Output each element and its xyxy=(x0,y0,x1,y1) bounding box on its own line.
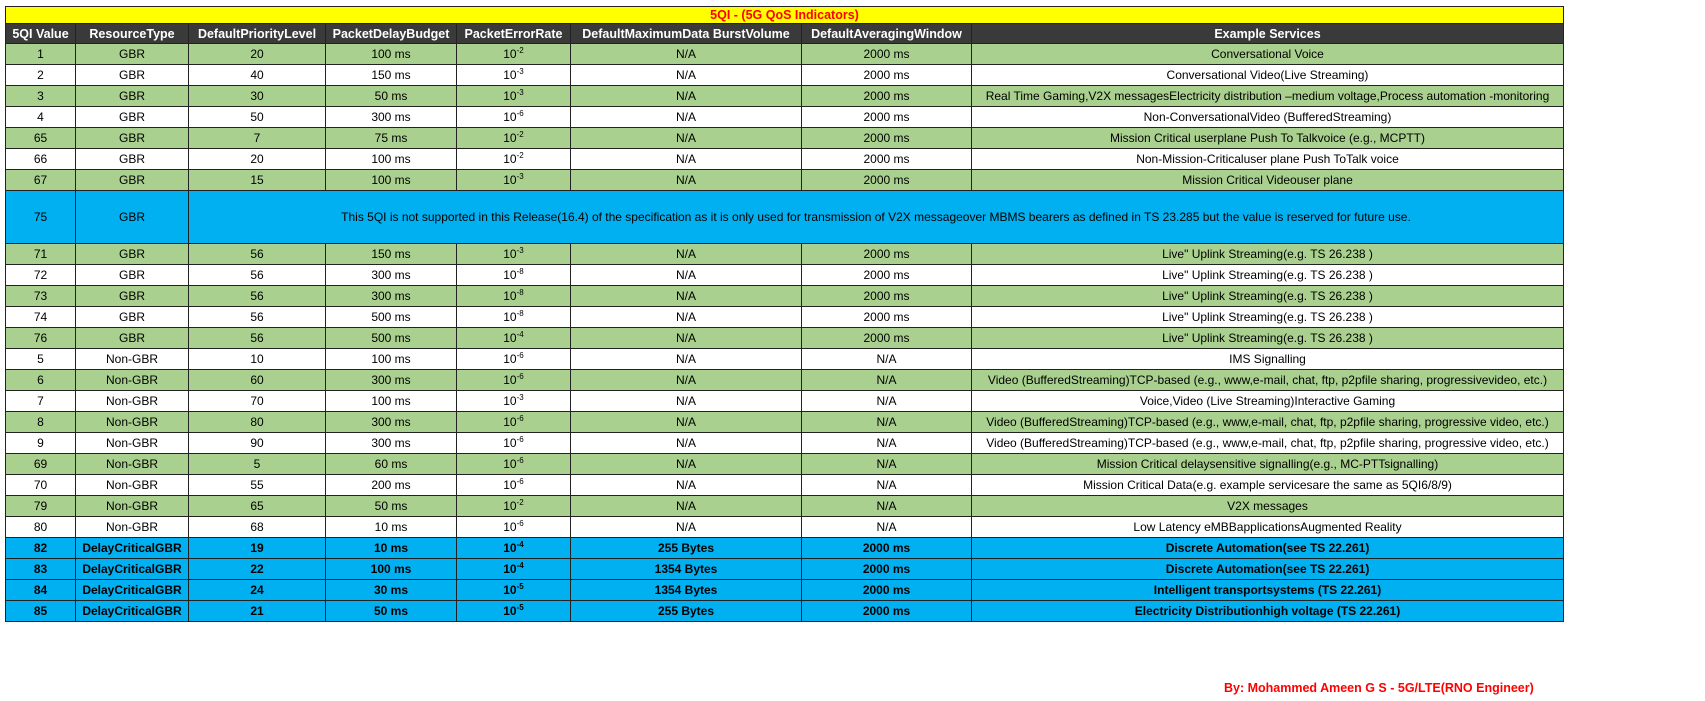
cell-burst-volume: N/A xyxy=(571,412,802,433)
table-row xyxy=(6,433,1564,454)
cell-averaging-window: 2000 ms xyxy=(802,170,972,191)
header-example-services: Example Services xyxy=(972,24,1564,44)
cell-packet-error-rate xyxy=(457,559,571,580)
cell-priority-level: 20 xyxy=(189,149,326,170)
cell-packet-delay-budget: 60 ms xyxy=(326,454,457,475)
header-5qi-value: 5QI Value xyxy=(6,24,76,44)
error-rate-exponent: -2 xyxy=(516,498,524,507)
cell-averaging-window: 2000 ms xyxy=(802,559,972,580)
cell-example-services: Mission Critical userplane Push To Talkvoice (e.g., MCPTT) xyxy=(972,128,1564,149)
cell-priority-level: 50 xyxy=(189,107,326,128)
cell-burst-volume: N/A xyxy=(571,149,802,170)
table-row xyxy=(6,412,1564,433)
error-rate-base: 10 xyxy=(503,499,517,513)
cell-packet-error-rate xyxy=(457,601,571,622)
cell-averaging-window: N/A xyxy=(802,370,972,391)
cell-5qi-value: 1 xyxy=(6,44,76,65)
cell-packet-error-rate xyxy=(457,86,571,107)
table-row xyxy=(6,286,1564,307)
cell-priority-level: 56 xyxy=(189,286,326,307)
cell-averaging-window: 2000 ms xyxy=(802,580,972,601)
error-rate-base: 10 xyxy=(503,394,517,408)
cell-burst-volume: N/A xyxy=(571,86,802,107)
table-row xyxy=(6,580,1564,601)
table-row xyxy=(6,517,1564,538)
cell-5qi-value: 74 xyxy=(6,307,76,328)
cell-resource-type: GBR xyxy=(76,170,189,191)
cell-example-services: Low Latency eMBBapplicationsAugmented Reality xyxy=(972,517,1564,538)
cell-burst-volume: N/A xyxy=(571,44,802,65)
error-rate-base: 10 xyxy=(503,520,517,534)
error-rate-base: 10 xyxy=(503,131,517,145)
cell-priority-level: 20 xyxy=(189,44,326,65)
cell-priority-level: 55 xyxy=(189,475,326,496)
cell-5qi-value: 3 xyxy=(6,86,76,107)
cell-packet-error-rate xyxy=(457,517,571,538)
cell-packet-error-rate xyxy=(457,244,571,265)
table-row xyxy=(6,170,1564,191)
cell-averaging-window: 2000 ms xyxy=(802,149,972,170)
cell-packet-delay-budget: 300 ms xyxy=(326,265,457,286)
cell-packet-delay-budget: 500 ms xyxy=(326,307,457,328)
cell-example-services: Live" Uplink Streaming(e.g. TS 26.238 ) xyxy=(972,265,1564,286)
cell-resource-type: GBR xyxy=(76,44,189,65)
cell-resource-type: GBR xyxy=(76,149,189,170)
header-resource-type: ResourceType xyxy=(76,24,189,44)
cell-packet-delay-budget: 10 ms xyxy=(326,517,457,538)
cell-5qi-value: 75 xyxy=(6,191,76,244)
cell-packet-delay-budget: 150 ms xyxy=(326,244,457,265)
header-row xyxy=(6,24,1564,44)
error-rate-base: 10 xyxy=(503,173,517,187)
error-rate-exponent: -5 xyxy=(516,582,524,591)
cell-5qi-value: 70 xyxy=(6,475,76,496)
cell-example-services: Video (BufferedStreaming)TCP-based (e.g., www,e-mail, chat, ftp, p2pfile sharing, progressivevideo, etc.) xyxy=(972,370,1564,391)
cell-resource-type: Non-GBR xyxy=(76,370,189,391)
table-row xyxy=(6,559,1564,580)
cell-averaging-window: 2000 ms xyxy=(802,244,972,265)
cell-averaging-window: N/A xyxy=(802,391,972,412)
cell-packet-error-rate xyxy=(457,370,571,391)
cell-packet-delay-budget: 300 ms xyxy=(326,370,457,391)
table-row xyxy=(6,496,1564,517)
error-rate-exponent: -3 xyxy=(516,88,524,97)
cell-resource-type: Non-GBR xyxy=(76,454,189,475)
error-rate-exponent: -6 xyxy=(516,351,524,360)
error-rate-base: 10 xyxy=(503,478,517,492)
cell-resource-type: Non-GBR xyxy=(76,517,189,538)
cell-resource-type: Non-GBR xyxy=(76,475,189,496)
cell-burst-volume: 1354 Bytes xyxy=(571,559,802,580)
cell-priority-level: 30 xyxy=(189,86,326,107)
cell-5qi-value: 76 xyxy=(6,328,76,349)
cell-packet-error-rate xyxy=(457,349,571,370)
cell-packet-delay-budget: 50 ms xyxy=(326,601,457,622)
cell-priority-level: 7 xyxy=(189,128,326,149)
cell-burst-volume: N/A xyxy=(571,370,802,391)
cell-priority-level: 56 xyxy=(189,244,326,265)
cell-packet-delay-budget: 150 ms xyxy=(326,65,457,86)
cell-packet-error-rate xyxy=(457,265,571,286)
cell-resource-type: DelayCriticalGBR xyxy=(76,601,189,622)
table-row xyxy=(6,601,1564,622)
cell-burst-volume: 1354 Bytes xyxy=(571,580,802,601)
cell-packet-error-rate xyxy=(457,44,571,65)
table-row xyxy=(6,128,1564,149)
cell-burst-volume: N/A xyxy=(571,349,802,370)
cell-5qi-value: 7 xyxy=(6,391,76,412)
cell-packet-delay-budget: 100 ms xyxy=(326,149,457,170)
cell-burst-volume: N/A xyxy=(571,128,802,149)
cell-burst-volume: N/A xyxy=(571,286,802,307)
error-rate-base: 10 xyxy=(503,436,517,450)
cell-priority-level: 56 xyxy=(189,328,326,349)
error-rate-base: 10 xyxy=(503,541,517,555)
cell-packet-error-rate xyxy=(457,580,571,601)
error-rate-exponent: -4 xyxy=(516,540,524,549)
error-rate-exponent: -4 xyxy=(516,561,524,570)
cell-resource-type: Non-GBR xyxy=(76,412,189,433)
error-rate-base: 10 xyxy=(503,331,517,345)
cell-packet-delay-budget: 10 ms xyxy=(326,538,457,559)
cell-5qi-value: 9 xyxy=(6,433,76,454)
table-row xyxy=(6,475,1564,496)
cell-burst-volume: N/A xyxy=(571,475,802,496)
cell-example-services: IMS Signalling xyxy=(972,349,1564,370)
cell-packet-error-rate xyxy=(457,475,571,496)
cell-resource-type: DelayCriticalGBR xyxy=(76,559,189,580)
cell-resource-type: GBR xyxy=(76,328,189,349)
cell-priority-level: 40 xyxy=(189,65,326,86)
error-rate-exponent: -8 xyxy=(516,267,524,276)
error-rate-exponent: -2 xyxy=(516,151,524,160)
cell-example-services: Real Time Gaming,V2X messagesElectricity distribution –medium voltage,Process automation -monitoring xyxy=(972,86,1564,107)
error-rate-exponent: -3 xyxy=(516,67,524,76)
cell-burst-volume: N/A xyxy=(571,265,802,286)
cell-averaging-window: N/A xyxy=(802,412,972,433)
cell-averaging-window: N/A xyxy=(802,454,972,475)
cell-burst-volume: 255 Bytes xyxy=(571,538,802,559)
cell-resource-type: GBR xyxy=(76,86,189,107)
cell-resource-type: GBR xyxy=(76,307,189,328)
cell-resource-type: GBR xyxy=(76,191,189,244)
cell-packet-delay-budget: 30 ms xyxy=(326,580,457,601)
cell-5qi-value: 82 xyxy=(6,538,76,559)
cell-5qi-value: 8 xyxy=(6,412,76,433)
error-rate-base: 10 xyxy=(503,289,517,303)
table-row xyxy=(6,244,1564,265)
error-rate-exponent: -6 xyxy=(516,435,524,444)
cell-5qi-value: 66 xyxy=(6,149,76,170)
cell-priority-level: 56 xyxy=(189,307,326,328)
cell-5qi-value: 6 xyxy=(6,370,76,391)
header-packet-error-rate: PacketErrorRate xyxy=(457,24,571,44)
cell-priority-level: 19 xyxy=(189,538,326,559)
cell-priority-level: 90 xyxy=(189,433,326,454)
error-rate-base: 10 xyxy=(503,604,517,618)
cell-priority-level: 5 xyxy=(189,454,326,475)
cell-resource-type: Non-GBR xyxy=(76,349,189,370)
cell-priority-level: 21 xyxy=(189,601,326,622)
cell-burst-volume: N/A xyxy=(571,107,802,128)
cell-burst-volume: N/A xyxy=(571,307,802,328)
cell-averaging-window: 2000 ms xyxy=(802,128,972,149)
cell-averaging-window: 2000 ms xyxy=(802,265,972,286)
cell-priority-level: 56 xyxy=(189,265,326,286)
error-rate-exponent: -2 xyxy=(516,130,524,139)
error-rate-base: 10 xyxy=(503,247,517,261)
error-rate-exponent: -6 xyxy=(516,456,524,465)
cell-priority-level: 60 xyxy=(189,370,326,391)
cell-packet-delay-budget: 50 ms xyxy=(326,496,457,517)
cell-burst-volume: 255 Bytes xyxy=(571,601,802,622)
table-row xyxy=(6,265,1564,286)
cell-example-services: V2X messages xyxy=(972,496,1564,517)
cell-burst-volume: N/A xyxy=(571,517,802,538)
table-row xyxy=(6,328,1564,349)
table-row xyxy=(6,307,1564,328)
cell-burst-volume: N/A xyxy=(571,170,802,191)
header-packet-delay-budget: PacketDelayBudget xyxy=(326,24,457,44)
cell-packet-delay-budget: 100 ms xyxy=(326,559,457,580)
cell-5qi-value: 85 xyxy=(6,601,76,622)
error-rate-base: 10 xyxy=(503,68,517,82)
cell-averaging-window: 2000 ms xyxy=(802,107,972,128)
cell-resource-type: Non-GBR xyxy=(76,496,189,517)
cell-burst-volume: N/A xyxy=(571,328,802,349)
error-rate-base: 10 xyxy=(503,110,517,124)
cell-resource-type: GBR xyxy=(76,128,189,149)
cell-burst-volume: N/A xyxy=(571,391,802,412)
cell-5qi-value: 84 xyxy=(6,580,76,601)
cell-burst-volume: N/A xyxy=(571,496,802,517)
table-row xyxy=(6,349,1564,370)
cell-packet-error-rate xyxy=(457,538,571,559)
cell-averaging-window: N/A xyxy=(802,517,972,538)
error-rate-base: 10 xyxy=(503,457,517,471)
cell-resource-type: GBR xyxy=(76,107,189,128)
cell-resource-type: Non-GBR xyxy=(76,433,189,454)
cell-packet-delay-budget: 300 ms xyxy=(326,433,457,454)
cell-packet-delay-budget: 300 ms xyxy=(326,107,457,128)
error-rate-exponent: -4 xyxy=(516,330,524,339)
error-rate-base: 10 xyxy=(503,268,517,282)
cell-example-services: Live" Uplink Streaming(e.g. TS 26.238 ) xyxy=(972,328,1564,349)
cell-packet-error-rate xyxy=(457,412,571,433)
cell-5qi-value: 83 xyxy=(6,559,76,580)
cell-packet-error-rate xyxy=(457,128,571,149)
table-row xyxy=(6,391,1564,412)
cell-5qi-value: 5 xyxy=(6,349,76,370)
cell-5qi-value: 80 xyxy=(6,517,76,538)
cell-packet-delay-budget: 100 ms xyxy=(326,349,457,370)
cell-5qi-value: 65 xyxy=(6,128,76,149)
cell-example-services: Video (BufferedStreaming)TCP-based (e.g., www,e-mail, chat, ftp, p2pfile sharing, progressive video, etc.) xyxy=(972,412,1564,433)
cell-packet-error-rate xyxy=(457,149,571,170)
cell-5qi-value: 69 xyxy=(6,454,76,475)
cell-resource-type: GBR xyxy=(76,244,189,265)
error-rate-exponent: -8 xyxy=(516,288,524,297)
cell-averaging-window: 2000 ms xyxy=(802,601,972,622)
cell-resource-type: GBR xyxy=(76,265,189,286)
cell-example-services: Intelligent transportsystems (TS 22.261) xyxy=(972,580,1564,601)
cell-resource-type: DelayCriticalGBR xyxy=(76,538,189,559)
error-rate-exponent: -3 xyxy=(516,393,524,402)
error-rate-exponent: -3 xyxy=(516,246,524,255)
cell-priority-level: 68 xyxy=(189,517,326,538)
cell-priority-level: 22 xyxy=(189,559,326,580)
header-priority-level: DefaultPriorityLevel xyxy=(189,24,326,44)
cell-5qi-value: 67 xyxy=(6,170,76,191)
cell-averaging-window: N/A xyxy=(802,433,972,454)
cell-5qi-value: 79 xyxy=(6,496,76,517)
cell-example-services: Mission Critical delaysensitive signalling(e.g., MC-PTTsignalling) xyxy=(972,454,1564,475)
cell-packet-delay-budget: 100 ms xyxy=(326,391,457,412)
table-row xyxy=(6,149,1564,170)
error-rate-base: 10 xyxy=(503,152,517,166)
header-averaging-window: DefaultAveragingWindow xyxy=(802,24,972,44)
cell-reserved-note: This 5QI is not supported in this Release(16.4) of the specification as it is only used for transmission of V2X messageover MBMS bearers as defined in TS 23.285 but the value is reserved for future use. xyxy=(189,191,1564,244)
cell-example-services: Voice,Video (Live Streaming)Interactive Gaming xyxy=(972,391,1564,412)
cell-burst-volume: N/A xyxy=(571,65,802,86)
cell-example-services: Live" Uplink Streaming(e.g. TS 26.238 ) xyxy=(972,286,1564,307)
cell-averaging-window: N/A xyxy=(802,496,972,517)
error-rate-base: 10 xyxy=(503,89,517,103)
error-rate-base: 10 xyxy=(503,415,517,429)
table-row xyxy=(6,191,1564,244)
cell-packet-delay-budget: 75 ms xyxy=(326,128,457,149)
cell-example-services: Discrete Automation(see TS 22.261) xyxy=(972,559,1564,580)
cell-example-services: Electricity Distributionhigh voltage (TS 22.261) xyxy=(972,601,1564,622)
cell-priority-level: 10 xyxy=(189,349,326,370)
error-rate-exponent: -6 xyxy=(516,477,524,486)
cell-averaging-window: 2000 ms xyxy=(802,538,972,559)
table-row xyxy=(6,454,1564,475)
author-credit: By: Mohammed Ameen G S - 5G/LTE(RNO Engineer) xyxy=(1224,681,1534,695)
cell-averaging-window: 2000 ms xyxy=(802,286,972,307)
error-rate-base: 10 xyxy=(503,562,517,576)
cell-example-services: Conversational Video(Live Streaming) xyxy=(972,65,1564,86)
cell-5qi-value: 72 xyxy=(6,265,76,286)
cell-averaging-window: N/A xyxy=(802,475,972,496)
error-rate-exponent: -3 xyxy=(516,172,524,181)
cell-packet-delay-budget: 300 ms xyxy=(326,412,457,433)
error-rate-base: 10 xyxy=(503,352,517,366)
cell-example-services: Video (BufferedStreaming)TCP-based (e.g., www,e-mail, chat, ftp, p2pfile sharing, progressive video, etc.) xyxy=(972,433,1564,454)
cell-packet-error-rate xyxy=(457,391,571,412)
cell-example-services: Non-Mission-Criticaluser plane Push ToTalk voice xyxy=(972,149,1564,170)
cell-packet-delay-budget: 100 ms xyxy=(326,170,457,191)
cell-example-services: Live" Uplink Streaming(e.g. TS 26.238 ) xyxy=(972,244,1564,265)
cell-resource-type: DelayCriticalGBR xyxy=(76,580,189,601)
error-rate-exponent: -6 xyxy=(516,414,524,423)
cell-packet-delay-budget: 200 ms xyxy=(326,475,457,496)
table-title: 5QI - (5G QoS Indicators) xyxy=(6,7,1564,24)
error-rate-exponent: -6 xyxy=(516,519,524,528)
error-rate-exponent: -2 xyxy=(516,46,524,55)
error-rate-base: 10 xyxy=(503,310,517,324)
cell-example-services: Non-ConversationalVideo (BufferedStreaming) xyxy=(972,107,1564,128)
cell-packet-delay-budget: 500 ms xyxy=(326,328,457,349)
error-rate-exponent: -6 xyxy=(516,372,524,381)
cell-resource-type: GBR xyxy=(76,286,189,307)
error-rate-exponent: -5 xyxy=(516,603,524,612)
cell-packet-error-rate xyxy=(457,107,571,128)
cell-resource-type: GBR xyxy=(76,65,189,86)
cell-averaging-window: N/A xyxy=(802,349,972,370)
cell-resource-type: Non-GBR xyxy=(76,391,189,412)
cell-priority-level: 80 xyxy=(189,412,326,433)
table-row xyxy=(6,86,1564,107)
cell-averaging-window: 2000 ms xyxy=(802,65,972,86)
cell-packet-delay-budget: 50 ms xyxy=(326,86,457,107)
cell-averaging-window: 2000 ms xyxy=(802,307,972,328)
cell-priority-level: 65 xyxy=(189,496,326,517)
cell-packet-error-rate xyxy=(457,65,571,86)
cell-priority-level: 70 xyxy=(189,391,326,412)
cell-burst-volume: N/A xyxy=(571,244,802,265)
table-row xyxy=(6,538,1564,559)
cell-averaging-window: 2000 ms xyxy=(802,86,972,107)
cell-5qi-value: 73 xyxy=(6,286,76,307)
error-rate-base: 10 xyxy=(503,373,517,387)
cell-averaging-window: 2000 ms xyxy=(802,328,972,349)
cell-burst-volume: N/A xyxy=(571,433,802,454)
cell-packet-error-rate xyxy=(457,496,571,517)
cell-example-services: Conversational Voice xyxy=(972,44,1564,65)
cell-example-services: Discrete Automation(see TS 22.261) xyxy=(972,538,1564,559)
cell-packet-delay-budget: 100 ms xyxy=(326,44,457,65)
error-rate-base: 10 xyxy=(503,583,517,597)
cell-packet-error-rate xyxy=(457,170,571,191)
cell-burst-volume: N/A xyxy=(571,454,802,475)
qos-table xyxy=(5,6,1564,622)
cell-packet-error-rate xyxy=(457,433,571,454)
header-burst-volume: DefaultMaximumData BurstVolume xyxy=(571,24,802,44)
cell-example-services: Mission Critical Videouser plane xyxy=(972,170,1564,191)
cell-averaging-window: 2000 ms xyxy=(802,44,972,65)
cell-packet-error-rate xyxy=(457,307,571,328)
cell-5qi-value: 2 xyxy=(6,65,76,86)
cell-packet-error-rate xyxy=(457,328,571,349)
cell-example-services: Mission Critical Data(e.g. example servicesare the same as 5QI6/8/9) xyxy=(972,475,1564,496)
table-row xyxy=(6,370,1564,391)
cell-priority-level: 15 xyxy=(189,170,326,191)
cell-packet-delay-budget: 300 ms xyxy=(326,286,457,307)
cell-5qi-value: 4 xyxy=(6,107,76,128)
error-rate-exponent: -8 xyxy=(516,309,524,318)
table-row xyxy=(6,44,1564,65)
error-rate-exponent: -6 xyxy=(516,109,524,118)
cell-priority-level: 24 xyxy=(189,580,326,601)
table-row xyxy=(6,65,1564,86)
cell-packet-error-rate xyxy=(457,454,571,475)
cell-example-services: Live" Uplink Streaming(e.g. TS 26.238 ) xyxy=(972,307,1564,328)
error-rate-base: 10 xyxy=(503,47,517,61)
table-row xyxy=(6,107,1564,128)
cell-5qi-value: 71 xyxy=(6,244,76,265)
cell-packet-error-rate xyxy=(457,286,571,307)
